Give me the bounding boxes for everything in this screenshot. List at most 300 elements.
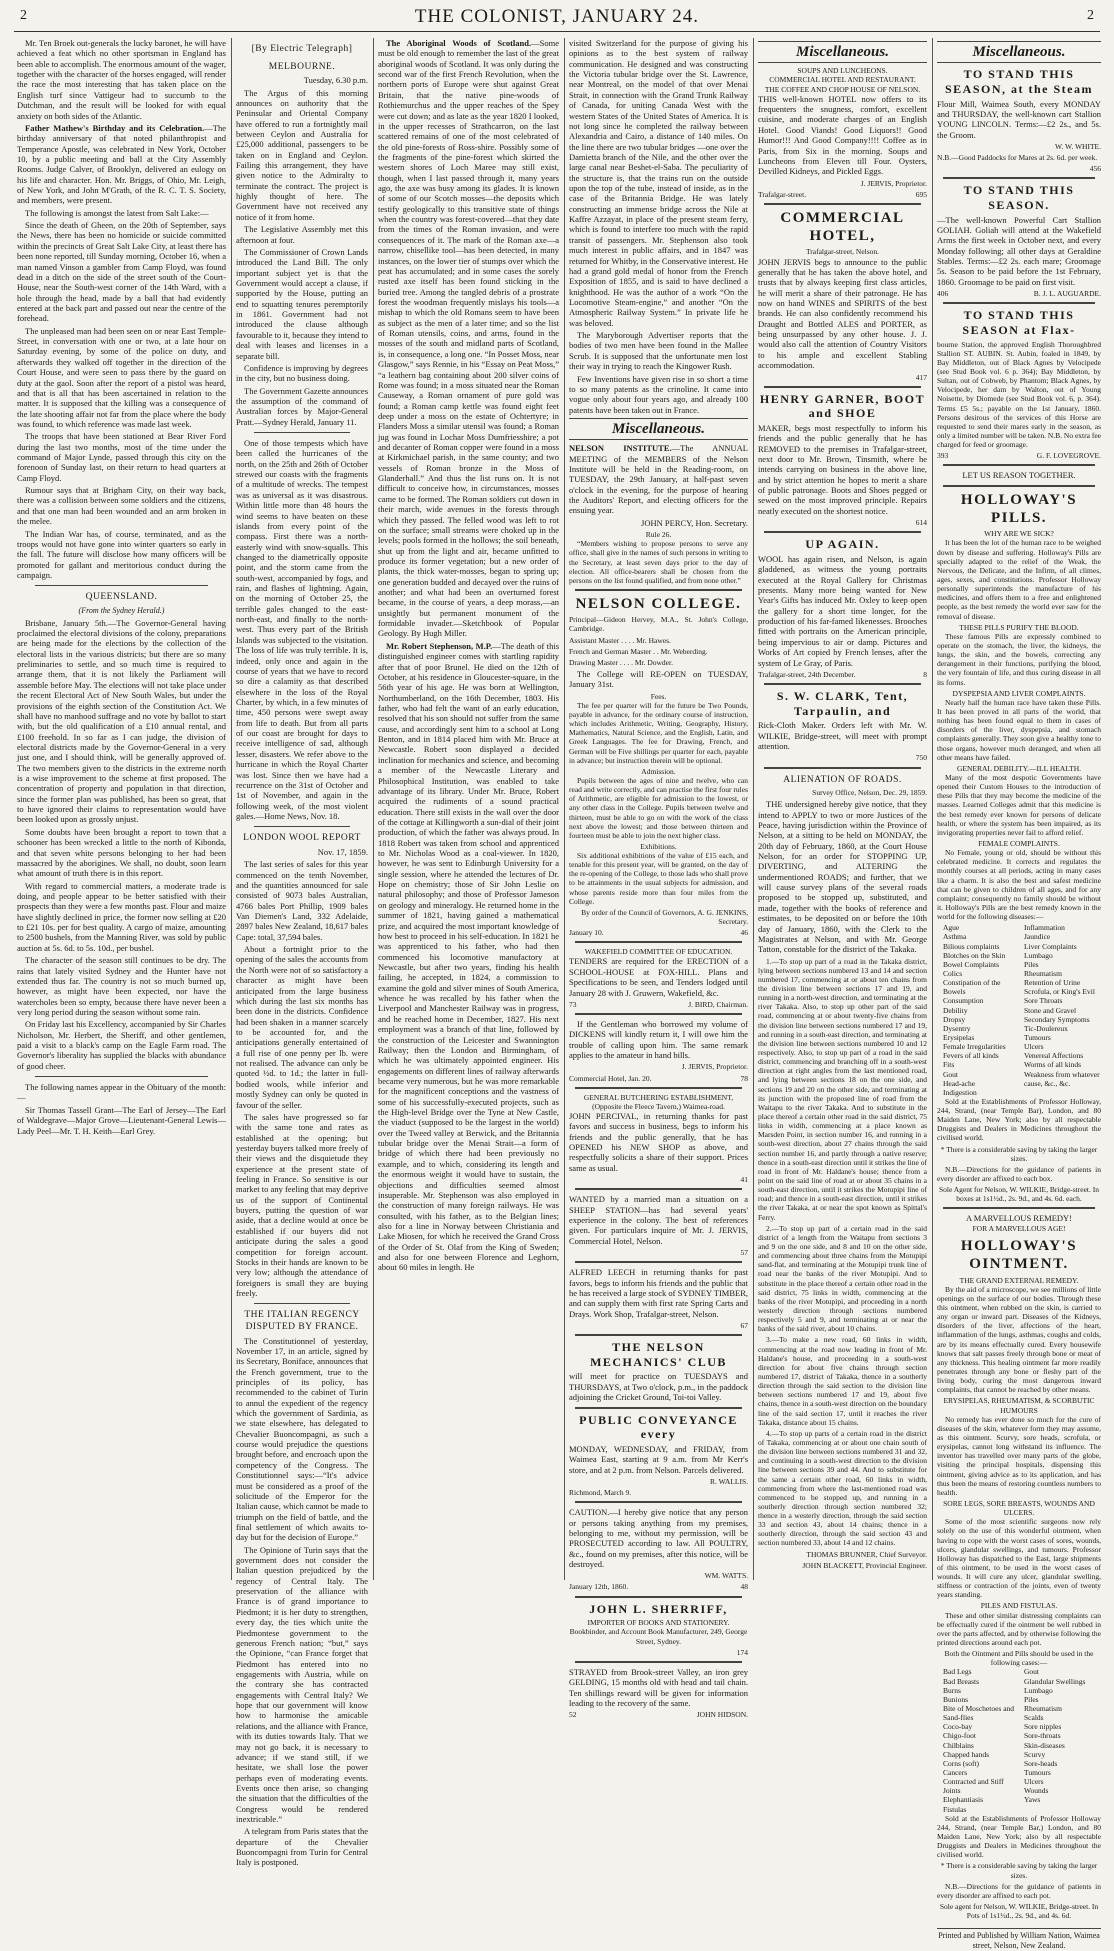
advert-note: N.B.—Directions for the guidance of patients in every disorder are affixed to each pot.	[937, 1881, 1101, 1900]
ailment-item: Piles	[1024, 959, 1039, 969]
advert-body: JOHN JERVIS begs to announce to the public generally that he has taken the above hotel, and trusts that by always keeping first class articles, he will merit a share of their patronage. He has now on hand WINES and SPIRITS of the best brands. He can also confidently recommend his Draught and Bottled ALES and PORTER, as being unsurpassed by any other house. J. J. would also call the attention of Country Visitors to his ample and excellent Stabling accommodation.	[758, 256, 927, 371]
advert-number: 695	[915, 189, 927, 199]
advert-body: WANTED by a married man a situation on a SHEEP STATION—has had several years' experience in the colony. The best of references given. For particulars inquire of Mr. J. JERVIS, Commercial Hotel, Nelson.	[569, 1194, 748, 1246]
subheading: Admission.	[641, 766, 676, 776]
article-paragraph	[378, 38, 559, 639]
advert-wanted	[569, 1194, 748, 1257]
advert-footer	[758, 670, 927, 679]
advert-title: COMMERCIAL HOTEL,	[780, 209, 905, 245]
advert-paragraph: No Female, young or old, should be without this celebrated medicine. It corrects and regulates the monthly courses at all periods, acting in many cases like a charm. It is also the best and safest medicine that can be given to children of all ages, and for any complaint; consequently no family should be without it. Holloway's Pills are the best remedy known in the world for the following diseases:—	[937, 848, 1101, 922]
article-paragraph: Rumour says that at Brigham City, on their way back, there was a collision between some soldiers and the citizens, and that one man had been wounded and an arm broken in the melee.	[17, 485, 226, 527]
miscellaneous-heading: Miscellaneous.	[758, 41, 927, 63]
ailment-item: Worms of all kinds	[1024, 1060, 1082, 1070]
advert-paragraph: Sold at the Establishments of Professor Holloway 244, Strand, (near Temple Bar,) London, and 80 Maiden Lane, New York; also by all respectable Druggists and Dealers in Medicines throughout the civilised world.	[937, 1813, 1101, 1860]
ailment-item: Asthma	[943, 932, 967, 942]
advert-st-aubin	[937, 308, 1101, 460]
divider	[943, 485, 1095, 487]
printer-imprint: Printed and Published by William Nation, Waimea street, Nelson, New Zealand.	[937, 1928, 1101, 1951]
advert-nelson-institute	[569, 443, 748, 585]
ailment-item: Rheumatism	[1024, 968, 1062, 978]
advert-body: CAUTION.—I hereby give notice that any person or persons taking anything from my premises, belonging to me, without my permission, will be PROSECUTED according to law. All POULTRY, &c., found on my premises, after this notice, will be destroyed.	[569, 1507, 748, 1569]
advert-number: 57	[740, 1248, 748, 1258]
advert-body: will meet for practice on TUESDAYS and THURSDAYS, at Two o'clock, p.m., in the paddock adjoining the Cricket Ground, Toi-toi Valley.	[569, 1371, 748, 1403]
advert-note: * There is a considerable saving by taking the larger sizes.	[940, 1144, 1098, 1163]
advert-place: Trafalgar-street.	[758, 189, 807, 199]
ailment-item: Gout	[1024, 1667, 1039, 1677]
advert-title: PUBLIC CONVEYANCE every	[579, 1412, 738, 1442]
divider	[575, 1501, 742, 1503]
ailment-item: Dropsy	[943, 1014, 966, 1024]
advert-footer	[569, 1074, 748, 1083]
advert-text	[569, 443, 748, 516]
advert-footer	[758, 190, 927, 199]
advert-number: 41	[740, 1175, 748, 1185]
ailment-item: Coco-bay	[943, 1722, 973, 1732]
column-rule	[231, 38, 232, 1580]
ailment-item: Rheumatism	[1024, 1704, 1062, 1714]
article-paragraph: Brisbane, January 5th.—The Governor-General having proclaimed the electoral divisions of the colony, preparations are being made for the elections by the collection of the electoral lists in the various districts; but there are so many preliminaries to settle, and so much time is required to arrange them, that it is not likely the Parliament will assemble before May. The elections will not take place under the recent Electoral Act of New South Wales, but under the provisions of the eighth section of the Constitution Act. We shall have no manhood suffrage and no vote by ballot to start with, but the old qualification of a £10 annual rental, and £100 freehold. In so far as I can judge, the division of electoral districts made by the Governor-General in a very just one, and I should think, will be generally approved of. The two members given to the districts in the extreme north is a wise improvement to the scheme at first proposed. The concentration of property and population in that direction, since the former plan was published, has been so great, that to have ignored their claims to representation would have been looked upon as grossly unjust.	[17, 617, 226, 825]
divider	[575, 1596, 742, 1598]
ailment-item: Contracted and Stiff Joints	[943, 1777, 1004, 1796]
article-paragraph: The Opinione of Turin says that the government does not consider the Italian question prejudiced by the regency of Central Italy. The preservation of the alliance with France is of grand importance to Piedmont; it is her duty to strengthen, every day, the ties which unite the Piedmontese government to the generous French nation; “but,” says the Opinione, “can France forget that Piedmont has entered into no engagements with Austria, while on the contrary she has contracted engagements with Central Italy? We hope that our government will know how to harmonise the amicable relations, and the alliance with France, with its duties towards Italy. That we may not go back, it is necessary to advance; if we stand still, if we hesitate, we shall lose the power perhaps even of moderating events. Events once then arise, so changing the situation that the difficulties of the Congress would be rendered inextricable.”	[236, 1544, 368, 1825]
advert-signature: J. JERVIS, Proprietor.	[681, 1062, 748, 1072]
article-text: —The death of this distinguished engineer comes with startling rapidity after that of poor Brunel. He died on the 12th of October, at his residence in Gloucester-square, in the 56th year of his age. He was born at Wellington, Northumberland, on the 16th December, 1803. His father, who had felt the want of an early education, resolved that his son should not suffer from the same cause, and accordingly sent him to a school at Long Benton, and in 1814 placed him with Mr. Bruce at Newcastle. Robert soon displayed a decided inclination for mechanics and science, and becoming a member of the Newcastle Literary and Philosophical Institution, was enabled to take advantage of its library. Under Mr. Bruce, Robert acquired the rudiments of a sound practical education. There still exists in the wall over the door of the cottage at Killingworth a sun-dial of their joint production, of which the father was always proud. In 1818 Robert was taken from school and apprenticed to Mr. Nicholas Wood as a coal-viewer. In 1820, however, he was sent to Edinburgh University for a single session, where he attended the lectures of Dr. Hope on chemistry; those of Sir John Leslie on natural philosophy; and those of Professor Jameson on geology and mineralogy. He returned home in the summer of 1821, having gained a mathematical prize, and acquired the most important knowledge of how best to proceed in his self-education. In 1821 he was apprenticed to his father, who had then commenced his locomotive manufactory at Newcastle, but after two years, finding his health failing, he accepted, in 1824, a commission to examine the gold and silver mines of South America, whence he was recalled by his father when the Liverpool and Manchester Railway was in progress, and he reached home in December, 1827. His next employment was a branch of that line, followed by the construction of the Leicester and Swannington Railway; then the London and Birmingham, of which he was ultimately appointed engineer. His engagements on different lines of railway afterwards became very numerous, but he was more remarkable for the magnificent conceptions and the vastness of some of his successfully-executed projects, such as the High-level Bridge over the Tyne at New Castle, the viaduct (supposed to be the largest in the world) over the Tweed valley at Berwick, and the Britannia tubular bridge over the Menai Strait—a form of bridge of which there had been previously no example, and to which, considering its length and the enormous weight it would have to sustain, the objections and difficulties seemed almost insuperable. Mr. Stephenson was also employed in the construction of many foreign railways. He was consulted, with his father, as to the Belgian lines; also for a line in Norway between Christiania and Lake Miosen, for which he received the Grand Cross of the Order of St. Olaf from the King of Sweden; and also for one between Florence and Leghorn, about 60 miles in length. He	[378, 640, 559, 1273]
ailment-item: Scurvy	[1024, 1749, 1046, 1759]
article-paragraph: The sales have progressed so far with the same tone and rates as established at the opening; but yesterday buyers talked more freely of their views and the disquietude they experience at the present state of feeling in France. So sensitive is our market to any feeling that may deprive us of the support of Continental buyers, putting the question of war aside, that a decline would at once be established if our buyers did not anticipate during the sales a good competition for foreign account. Stocks in their hands are known to be very low; although the attendance of foreigners is small they are buying freely.	[236, 1111, 368, 1298]
advert-signature: R. WALLIS.	[710, 1476, 748, 1486]
ailment-item: Indigestion	[943, 1087, 977, 1097]
advert-footer	[569, 1000, 748, 1009]
article-paragraph: A telegram from Paris states that the departure of the Chevalier Buoncompagni from Turin for Central Italy is postponed.	[236, 1826, 368, 1868]
notice-signature: THOMAS BRUNNER, Chief Surveyor.	[806, 1549, 927, 1559]
article-paragraph: Sir Thomas Tassell Grant—The Earl of Jersey—The Earl of Waldegrave—Major Grove—Lieutenant-General Lewis—Lady Peel—Mr. T. H. Keith—Earl Grey.	[17, 1104, 226, 1136]
advert-number: 174	[736, 1647, 748, 1657]
ailment-list	[937, 1667, 1101, 1813]
advert-young-lincoln	[937, 67, 1101, 173]
advert-footer	[569, 1710, 748, 1719]
divider	[943, 177, 1095, 179]
notice-paragraph: 3.—To make a new road, 60 links in width, commencing at the road now leading in front of Mr. Haldane's house, and proceeding in a south-west direction for about five chains through section numbered 17, district of Takaka, thence in a southerly direction through the said section to the division line between sections numbered 17 and 19, about five chains, thence in a south-west direction on the boundary line of the said section 17, until it reaches the river Takaka, distance about 15 chains.	[758, 1335, 927, 1427]
column-rule	[753, 38, 754, 1580]
ailment-item: Erysipelas	[943, 1032, 975, 1042]
advert-subtitle: (Opposite the Fleece Tavern,) Waimea-road.	[592, 1101, 725, 1111]
article-paragraph: The unpleased man had been seen on or near East Temple-Street, in conversation with one or two, at a late hour on Saturday evening, by some of the police on duty, and afterwards they walked off together in the direction of the Court House, and were seen to pass there by the guard on duty at the gaol. Soon after the report of a pistol was heard, and that is all that has been ascertained in relation to the matter. It is supposed that the killing was a consequence of the late shooting affair not far from the place where the body was found, to which reference was made last week.	[17, 325, 226, 429]
advert-agent: Sole Agent for Nelson, W. WILKIE, Bridge-street. In boxes at 1s1½d., 2s. 9d., and 4s. 6d. each.	[938, 1185, 1100, 1204]
notice-title: ALIENATION OF ROADS.	[783, 774, 902, 785]
advert-subheading: ERYSIPELAS, RHEUMATISM, & SCORBUTIC HUMOURS	[943, 1396, 1095, 1415]
ailment-item: Consumption	[943, 996, 984, 1006]
ailment-item: Sore nipples	[1024, 1722, 1062, 1732]
advert-number: 393	[937, 451, 949, 461]
college-admission: Pupils between the ages of nine and twelve, who can read and write correctly, and can practise the first four rules of Arithmetic, are eligible for admission to the lowest, or any other class in the College. Pupils between twelve and thirteen, must be able to go on with the work of the class next above the lowest; and those between thirteen and fourteen must be able to join the next higher class.	[569, 775, 748, 840]
advert-title: TO STAND THIS SEASON at Flax-	[962, 308, 1076, 337]
advert-title: HOLLOWAY'S PILLS.	[960, 491, 1078, 527]
ailment-item: Dysentry	[943, 1023, 971, 1033]
advert-title: HENRY GARNER, BOOT and SHOE	[759, 391, 926, 421]
advert-body: THIS well-known HOTEL now offers to its frequenters the snugness, comfort, excellent cuisine, and moderate charges of an English Hotel. Good Viands! Good Liquors!! Good Humor!!! And Good Company!!!! Coffee as in Paris, from Six in the morning. Soups and Luncheons from Eleven till Four. Oysters, Devilled Kidneys, and Pickled Eggs.	[758, 93, 927, 177]
divider	[254, 432, 350, 433]
advert-signature: J. JERVIS, Proprietor.	[860, 178, 927, 188]
advert-place: Richmond, March 9.	[569, 1488, 632, 1498]
advert-paragraph: Sold at the Establishments of Professor Holloway, 244, Strand, (near Temple Bar), London, and 80 Maiden Lane, New York; also by all respectable Druggists and Dealers in Medicines throughout the civilised world.	[937, 1096, 1101, 1143]
advert-number: 750	[915, 753, 927, 763]
ailment-item: Bad Breasts	[943, 1676, 980, 1686]
advert-number: 417	[915, 372, 927, 382]
divider	[764, 767, 921, 769]
notice-signature: JOHN BLACKETT, Provincial Engineer.	[802, 1560, 927, 1570]
ailment-item: Yaws	[1024, 1795, 1041, 1805]
advert-signature: JOHN HIDSON.	[696, 1710, 748, 1720]
advert-butchering	[569, 1093, 748, 1185]
article-paragraph: The following names appear in the Obituary of the month:—	[17, 1082, 226, 1103]
advert-subheading: THESE PILLS PURIFY THE BLOOD.	[959, 622, 1079, 632]
advert-agent: Sole agent for Nelson, W. WILKIE, Bridge-street. In Pots of 1s1½d., 2s. 9d., and 4s. 6d.	[939, 1901, 1099, 1921]
article-paragraph: One of those tempests which have been called the hurricanes of the north, on the 25th and 26th of October strewed our coasts with the fragments of a multitude of wrecks. The tempest was as universal as it was disastrous. Within little more than 48 hours the wind seems to have beaten on these islands from every point of the compass. First there was a north-easterly wind with snow-squalls. This changed to the diametrically opposite point, and the storm came from the south-west, accompanied by fogs, and rain, and flashes of lightning. Again, on the morning of October 25, the terrible gales changed to the east-north-east, and finally to the north-west. Thus every part of the British Islands was subjected to the visitation. The loss of life was truly terrible. It is, indeed, only once and again in the course of years that we have to record so dire a calamity as that described elsewhere in the loss of the Royal Charter, by which, in a few minutes of time, 450 persons were swept away from life to death. But from all parts of our coast are brought for days to receive intelligence of sad, although lesser, disasters. We refer above to the hurricane in which the Royal Charter was lost. Since then we have had a recurrence on the 31st of October and 1st of November, and again in the following week, of the most violent gales.—Home News, Nov. 18.	[236, 438, 368, 821]
advert-tagline: A MARVELLOUS REMEDY!	[965, 1213, 1073, 1224]
column-1	[14, 38, 229, 1580]
ailment-item: Scalds	[1024, 1713, 1044, 1723]
advert-paragraph: Nearly half the human race have taken these Pills. It has been proved in all parts of the world, that nothing has been found equal to them in cases of disorders of the liver, dyspepsia, and stomach complaints generally. They soon give a healthy tone to those organs, however much deranged, and when all other means have failed.	[937, 697, 1101, 762]
divider	[943, 464, 1095, 466]
ailment-item: Fits	[943, 1060, 955, 1070]
column-5	[755, 38, 930, 1580]
advert-title: SOUPS AND LUNCHEONS.	[797, 66, 888, 76]
ailment-item: Burns	[943, 1685, 961, 1695]
advert-number: 614	[915, 518, 927, 528]
advert-holloway-ointment	[937, 1213, 1101, 1920]
telegraph-time: Tuesday, 6.30 p.m.	[303, 75, 368, 86]
ailment-item: Liver Complaints	[1024, 941, 1077, 951]
advert-subheading: DYSPEPSIA AND LIVER COMPLAINTS.	[952, 688, 1086, 698]
ailment-item: Female Irregularities	[943, 1042, 1006, 1052]
ailment-item: Bilious complaints	[943, 941, 1000, 951]
article-paragraph: With regard to commercial matters, a moderate trade is doing, and people appear to be better satisfied with their prospects than they were a few months past. Flour and maize have slightly declined in price, the former now selling at £20 to £21 10s. per for best quality. A cargo of maize, amounting to 2500 bushels, from the Manning River, was sold by public auction at 5s. 6d. to 5s. 10d., per bushel.	[17, 880, 226, 953]
ailment-item: Fistulas	[943, 1804, 967, 1814]
advert-signature: JOHN PERCY, Hon. Secretary.	[641, 517, 748, 528]
advert-date: January 12th, 1860.	[569, 1582, 629, 1592]
notice-paragraph: 2.—To stop up part of a certain road in the said district of a length from the Waitapu from sections 3 and 9 on the one side, and 8 and 10 on the other side, and commencing about three chains from the Motupipi sand-flat, and terminating at the Motupipi trunk line of road near the banks of the river Motupipi. And to substitute in the place thereof a certain other road in the said district, 75 links in width, commencing at the banks of the river Motupipi, and proceeding in a north westerly direction through sections numbered respectively 5 and 9, and terminating at or near the banks of the said river, about 10 chains.	[758, 1223, 927, 1334]
divider	[575, 1407, 742, 1409]
rule-heading: Rule 26.	[645, 530, 672, 540]
advert-signature: J. BIRD, Chairman.	[688, 999, 748, 1009]
ailment-item: Glandular Swellings	[1024, 1676, 1086, 1686]
college-exhibitions: Six additional exhibitions of the value of £15 each, and tenable for this present year, will be granted, on the day of the re-opening of the College, to those lads who shall prove to be attainments in the usual subjects for admission, and whose parents reside more than four miles from the College.	[569, 851, 748, 906]
article-paragraph: The Legislative Assembly met this afternoon at four.	[236, 224, 368, 245]
divider	[575, 1087, 742, 1089]
ailment-item: Wounds	[1024, 1786, 1049, 1796]
article-paragraph: Confidence is improving by degrees in the city, but no business doing.	[236, 362, 368, 384]
advert-body: —The well-known Powerful Cart Stallion GOLIAH. Goliah will attend at the Wakefield Arms the first week in October next, and every Monday following; all other days at Geraldine Stables. Terms:—£2 2s. each mare; Groomage 5s. Season to be paid before the 1st February, 1860. Groomage to be paid on first visit.	[937, 214, 1101, 287]
advert-body: IMPORTER OF BOOKS AND STATIONERY. Bookbinder, and Account Book Manufacturer, 249, George Street, Sydney.	[569, 1618, 748, 1646]
divider	[764, 683, 921, 685]
article-text: —The birthday anniversary of that noted philanthropist and Temperance Apostle, was celebrated in New York, October 10, by a public meeting and ball at the City Assembly Rooms. Judge Calver, of Brooklyn, delivered an eulogy on his life and character. Hon. Mr. Briggs, of Ohio, Mr. Leigh, of New York, and John M'Grath, of the R. C. T. S. Society, and members, were present.	[17, 122, 226, 206]
telegraph-city: MELBOURNE.	[268, 61, 336, 72]
ailment-item: Debility	[943, 1005, 968, 1015]
article-lead: Father Mathew's Birthday and its Celebration.	[25, 122, 205, 133]
divider	[764, 531, 921, 533]
ailment-item: Venereal Affections	[1024, 1051, 1084, 1061]
ailment-item: Ulcers	[1024, 1777, 1044, 1787]
advert-place: Commercial Hotel, Jan. 20.	[569, 1073, 652, 1083]
advert-number: 78	[740, 1073, 748, 1083]
advert-title: HOLLOWAY'S OINTMENT.	[960, 1237, 1078, 1273]
ailment-item: Weakness from whatever cause, &c., &c.	[1024, 1069, 1100, 1088]
advert-subheading: FEMALE COMPLAINTS.	[978, 838, 1060, 848]
article-paragraph: On Friday last his Excellency, accompanied by Sir Charles Nicholson, Mr. Herbert, the Sheriff, and other gentlemen, paid a visit to a black's camp on the Eagle Farm road. The Governor's liberality has supplied the blacks with abundance of good cheer.	[17, 1019, 226, 1071]
advert-note: * There is a considerable saving by taking the larger sizes.	[940, 1861, 1098, 1880]
article-paragraph: Since the death of Gheen, on the 20th of September, says the News, there has been no homicide or suicide committed within the precincts of Great Salt Lake City, at least there has been none reported, till Sunday morning, October 16, when a man named Vinson a gambler from Camp Floyd, was found dead in a ditch on the side of the street south of the Court-House, near the South-west corner of the 14th Ward, with a hole through the head, made by a ball that had evidently entered at the back part and passed out near the centre of the forehead.	[17, 220, 226, 324]
advert-up-again	[758, 537, 927, 679]
article-text: —Some must be old enough to remember the last of the great aboriginal woods of Scotland. It was only during the second war of the first French Revolution, when the northern ports of Europe were shut against Great Britain, that the native pine-woods of Rothiemurchus and the upper reaches of the Spey were cut down; and as late as the year 1820 I looked, in the upper recesses of Strathcarron, on the last scattered remains of one of the most celebrated of the old pine-forests of Ross-shire. Possibly some of the fragments of the pine-forest which skirted the western shores of Loch Maree may still exist, though, when I last passed through it, many years ago, the axe was busy among its glades. It is known of some of our Scotch mosses—the deposits which testify geologically to this transitive state of things when the country was forest-covered—that they date from the times of the Roman invasion, and were consequences of it. The mark of the Roman axe—a narrow, chisellike tool—has been detected, in many instances, on the lower tier of stumps over which the peat has accumulated; and in some cases the sorely rusted axe itself has been found sticking in the buried tree. Among the tangled debris of a prostrate forest the woodman frequently mislays his tools—a mishap to which the old Romans seem to have been as subject as the men of a later time; and so the list of Roman utensils, coins, and arms, found in the mosses of the south and midland parts of Scotland, is, in consequence, a long one. “In Posset Moss, near Glasgow,” says Rennie, in his “Essay on Peat Moss,” “a leathern bag containing about 200 silver coins of Rome was found; in a moss situated near the Roman Causeway, a Roman ornament of pure gold was found; a Roman camp kettle was found eight feet deep under a moss on the estate of Ochtertyre; in Flanders Moss a similar utensil was found; a Roman jug was found in Lochar Moss Dumfriesshire; a pot and decanter of Roman copper were found in a moss at Kirkmichael parish, in the same county; and two vessels of Roman bronze in the Moss of Glanderhall.” And thus the list runs on. It is not difficult to conceive how, in circumstances, mosses came to be formed. The Roman soldiers cut down in their march, wide avenues in the forests through which they passed. The felled wood was left to rot on the surface; small streams were choked up in the levels; pools formed in the hollows; the soil beneath, shut up from the light and air, became unfitted to produce its former vegetation; but a new order of plants, the thick water-mosses, began to spring up; one generation budded and decayed over the ruins of another; and what had been an overturned forest became, in the course of years, a deep morass,—an unsightly but permanent monument of the formidable invader.—Sketchbook of Popular Geology. By Hugh Miller.	[378, 38, 559, 639]
ailment-item: Jaundice	[1024, 932, 1051, 942]
advert-subheading: WHY ARE WE SICK?	[984, 529, 1054, 539]
section-heading: QUEENSLAND.	[85, 592, 158, 603]
advert-paragraph: Some of the most scientific surgeons now rely solely on the use of this wonderful ointment, when having to cope with the worst cases of sores, wounds, ulcers, glandular swellings, and tumours. Professor Holloway has dispatched to the East, large shipments of this ointment, to be used in the worst cases of wounds. It will cure any ulcer, glandular swelling, stiffness or contraction of the joints, even of twenty years standing.	[937, 1517, 1101, 1600]
college-reopen: The College will RE-OPEN on TUESDAY, January 31st.	[569, 668, 748, 690]
article-paragraph: visited Switzerland for the purpose of giving his opinions as to the best system of railway communication. He designed and was constructing the Victoria tubular bridge over the St. Lawrence, near Montreal, on the model of that over Menai Strait, in connection with the Grand Trunk Railway of Canada, for uniting Canada West with the western States of the United States of America. It is not long since he completed the railway between Alexandria and Cairo, a distance of 140 miles. On the line there are two tubular bridges —one over the Damietta branch of the Nile, and the other over the large canal near Beshet-el-Saba. The peculiarity of the structure is, that the trains run on the outside upon the top of the tube, instead of inside, as in the case of the Britannia Bridge. He was lately constructing an immense bridge across the Nile at Kaffre Azzayat, in place of the present steam ferry, which is found to interfere too much with the rapid transit of passengers. Mr. Stephenson also took much interest in public affairs, and in 1847 was returned for Whitby, in the Conservative interest. He had a grand gold medal of honor from the French Exposition of 1855, and is said to have declined a knighthood. He was the author of a work “On the Locomotive Steam-engine,” and another “On the Atmospheric Railway System.” In private life he was beloved.	[569, 38, 748, 328]
column-3	[375, 38, 562, 1580]
advert-sherriff	[569, 1602, 748, 1657]
divider	[575, 1661, 742, 1663]
ailment-item: Sore-heads	[1024, 1758, 1058, 1768]
college-staff: Assistant Master . . . . Mr. Hawes.	[569, 635, 671, 645]
advert-body: —The ANNUAL MEETING of the MEMBERS of the Nelson Institute will be held in the Reading-room, on TUESDAY, the 29th January, at half-past seven o'clock in the evening, for the purpose of hearing the Auditors' Report, and electing officers for the ensuing year.	[569, 443, 748, 516]
ailment-item: Blotches on the Skin	[943, 950, 1006, 960]
advert-public-conveyance	[569, 1413, 748, 1498]
ailment-item: Tumours	[1024, 1768, 1051, 1778]
advert-footer	[569, 928, 748, 937]
advert-goliah	[937, 183, 1101, 298]
advert-garner	[758, 392, 927, 528]
ailment-item: Lumbago	[1024, 1685, 1053, 1695]
advert-subheading: SORE LEGS, SORE BREASTS, WOUNDS AND ULCERS.	[943, 1498, 1095, 1518]
telegraph-heading: [By Electric Telegraph]	[251, 44, 353, 54]
notice-paragraph: 1.—To stop up part of a road in the Takaka district, lying between sections numbered 13 and 14 and section numbered 17, commencing at or about ten chains from the division line between sections 17 and 19, and running in a north-west direction, and terminating at the river Takaka. Also, to stop up other part of the said road, commencing at or about twenty-five chains from the division line between sections numbered 17 and 19, and running in a south-east direction, and terminating at the division line between sections numbered 10 and 12 respectively. Also, to stop up part of a road in the said district, commencing and branching off in a south-west direction at right angles from the last mentioned road, and lying between sections 18 on the one side, and sections 19 and 20 on the other side, and terminating at its junction with the proposed line of road from the Waitapu to the river Takaka. And to substitute in the place thereof a certain other road in the said district, 75 links in width, commencing at a place known as Marsden Point, in section number 16, and running in a south-west direction, about 27 chains through the said section number 16, and partly through a native reserve; thence in a south-east direction until it strikes the line of road in front of Mr. Haldane's house; thence from a point on the said line of road at or about 35 chains in a south-east direction, until it strikes the Motupipi line of road; and thence in a south-east direction, until it strikes the river Takaka, at or near the spot known as Spittal's Ferry.	[758, 956, 927, 1222]
advert-number: 67	[740, 1321, 748, 1331]
article-paragraph: The character of the season still continues to be dry. The rains that lately visited Sydney and the Hunter have not extended thus far. The country is not so much burned up, however, as might have been expected, nor have the watercholes been so empty, because there have never been a very long period during the season without some rain.	[17, 955, 226, 1017]
advert-subtitle: THE COFFEE AND CHOP HOUSE OF NELSON.	[764, 84, 921, 94]
section-heading: THE ITALIAN REGENCY DISPUTED BY FRANCE.	[244, 1310, 360, 1332]
divider	[575, 1013, 742, 1015]
ailment-item: Chapped hands	[943, 1749, 990, 1759]
miscellaneous-heading: Miscellaneous.	[937, 41, 1101, 63]
ailment-item: Scrofula, or King's Evil	[1024, 987, 1095, 997]
report-date: Nov. 17, 1859.	[317, 846, 368, 857]
advert-title: TO STAND THIS SEASON, at the Steam	[944, 67, 1093, 96]
advert-number: 8	[923, 669, 927, 679]
advert-title: WAKEFIELD COMMITTEE OF EDUCATION.	[584, 947, 733, 957]
advert-subheading: PILES AND FISTULAS.	[980, 1601, 1058, 1611]
advert-note: N.B.—Directions for the guidance of patients in every disorder are affixed to each box.	[937, 1164, 1101, 1184]
advert-number: 73	[569, 999, 577, 1009]
ailment-item: Bowel Complaints	[943, 959, 1000, 969]
advert-signature: By order of the Council of Governors, A. G. JENKINS, Secretary.	[581, 907, 748, 927]
divider	[575, 1188, 742, 1190]
advert-body: MONDAY, WEDNESDAY, and FRIDAY, from Waimea East, starting at 9 a.m. from Mr Kerr's store, and at 2 p.m. from Nelson. Parcels delivered.	[569, 1443, 748, 1475]
advert-paragraph: It has been the lot of the human race to be weighed down by disease and suffering. Holloway's Pills are specially adapted to the relief of the Weak, the Nervous, the Delicate, and the Infirm, of all climes, ages, sexes, and constitutions. Professor Holloway personally superintends the manufacture of his medicines, and offers them to a free and enlightened people, as the best remedy the world ever saw for the removal of disease.	[937, 538, 1101, 621]
article-lead: The Aboriginal Woods of Scotland.	[386, 38, 532, 48]
college-principal: Principal—Gideon Hervey, M.A., St. John's College, Cambridge.	[569, 615, 748, 634]
ailment-item: Chigo-foot	[943, 1731, 976, 1741]
divider	[943, 1207, 1095, 1209]
ailment-item: Gout	[943, 1069, 958, 1079]
advert-body: Flour Mill, Waimea South, every MONDAY and THURSDAY, the well-known cart Stallion YOUNG LINCOLN. Terms:—£2 2s., and 5s. the Groom.	[937, 98, 1101, 140]
divider	[254, 1303, 350, 1304]
advert-nelson-college	[569, 595, 748, 937]
advert-title: S. W. CLARK, Tent, Tarpaulin, and	[776, 689, 909, 718]
advert-subheading: GENERAL DEBILITY.—ILL HEALTH.	[956, 763, 1081, 773]
subheading: Fees.	[650, 691, 667, 701]
article-paragraph: The Maryborough Advertiser reports that the bodies of two men have been found in the Mallee Scrub. It is supposed that the unfortunate men lost their way in trying to reach the Kingower Rush.	[569, 330, 748, 372]
advert-body: Rick-Cloth Maker. Orders left with Mr. W. WILKIE, Bridge-street, will meet with prompt attention.	[758, 720, 927, 752]
advert-paragraph: Many of the most despotic Governments have opened their Custom Houses to the introduction of these Pills that they may become the medicine of the masses. Learned Colleges admit that this medicine is the best remedy ever known for persons of delicate health, or where the system has been impaired, as its invigorating properties never fail to afford relief.	[937, 773, 1101, 837]
column-rule	[564, 38, 565, 1580]
advert-place: Trafalgar-street, 24th December.	[758, 669, 856, 679]
article-paragraph: The Indian War has, of course, terminated, and as the troops would not have gone into winter quarters so early in the fall. The future will disclose how many officers will be promoted for gallant and meritorious conduct during the campaign.	[17, 528, 226, 580]
subheading: Exhibitions.	[640, 841, 677, 851]
advert-number: 406	[937, 289, 949, 299]
advert-body: WOOL has again risen, and Nelson, is again gladdened, as witness the young portraits executed at the Royal Gallery for Christmas presents. Many more being wanted for New Year's Gifts has induced Mr. Oxley to keep open the gallery for a short time longer, for the production of his far-famed likenesses. Brooches fitted with portraits on the American principle, being impervious to air or damp. Pictures and Works of Art copied by French lenses, after the system of Le Gray, of Paris.	[758, 553, 927, 668]
ailment-item: Ague	[943, 923, 960, 933]
advert-tagline: LET US REASON TOGETHER.	[962, 470, 1076, 481]
section-heading: LONDON WOOL REPORT	[243, 833, 361, 844]
newspaper-title: THE COLONIST, JANUARY 24.	[414, 6, 700, 27]
ailment-item: Piles	[1024, 1694, 1039, 1704]
article-lead: Mr. Robert Stephenson, M.P.	[386, 640, 493, 651]
ailment-item: Fevers of all kinds	[943, 1051, 999, 1061]
article-paragraph: The Commissioner of Crown Lands introduced the Land Bill. The only important subject yet is that the Government would accept a clause, if supported by the House, putting an end to squatting tenures peremptorily in 1861. Government had not introduced the clause although favourable to it, because they intend to deal with leases and licenses in a separate bill.	[236, 246, 368, 361]
article-paragraph: The Government Gazette announces the assumption of the command of Australian forces by Major-General Pratt.—Sydney Herald, January 11.	[236, 385, 368, 427]
advert-paragraph: No remedy has ever done so much for the cure of diseases of the skin, whatever form they may assume, as this ointment. Scurvy, sore heads, scrofula, or erysipelas, cannot long withstand its influence. The inventor has travelled over many parts of the globe, visiting the principal hospitals, dispensing this ointment, giving advice as to its application, and has thus been the means of restoring countless numbers to health.	[937, 1414, 1101, 1497]
advert-wakefield	[569, 947, 748, 1009]
advert-title: NELSON COLLEGE.	[575, 595, 742, 612]
notice-paragraph: 4.—To stop up parts of a certain road in the district of Takaka, commencing at or about one chain south of the division line between sections numbered 31 and 32, and continuing in a south-west direction to the division line between sections 39 and 44. And to substitute for the same a certain other road, 60 links in width, commencing from where the last-mentioned road was commenced to be stopped up, and running in a southerly direction through section numbered 32; thence in a westerly direction, through the said section 33 and section 43, about 14 chains; thence in a southerly direction, through the said section 43 and section numbered 33, about 14 and 12 chains.	[758, 1428, 927, 1548]
ailment-item: Bunions	[943, 1694, 969, 1704]
page-number-right: 2	[1087, 8, 1094, 23]
notice-paragraph: THE undersigned hereby give notice, that they intend to APPLY to two or more Justices of the Peace, having jurisdiction within the Province of Nelson, at a sitting to be held on MONDAY, the 20th day of February, 1860, at the Court House Nelson, for an order for STOPPING UP, DIVERTING, and ALTERING the undermentioned ROADS; and further, that we will cause survey plans of the several roads proposed to be stopped up, substituted, and made, together with the books of reference and estimates, to be deposited on or before the 10th day of January, 1860, with the Clerk to the Magistrates at Nelson, and with Mr. George Tatton, constable for the district of the Takaka.	[758, 799, 927, 955]
divider	[943, 302, 1095, 304]
ailment-item: Chilblains	[943, 1740, 974, 1750]
advert-signature: B. J. L. AUGUARDE.	[1033, 289, 1101, 299]
article-paragraph: The following is amongst the latest from Salt Lake:—	[25, 207, 209, 218]
advert-body: JOHN PERCIVAL, in returning thanks for past favors and success in business, begs to inform his friends and the public generally, that he has OPENED his NEW SHOP as above, and respectfully solicits a share of their support. Prices same as usual.	[569, 1111, 748, 1173]
advert-paragraph: By the aid of a microscope, we see millions of little openings on the surface of our bodies. Through these this ointment, when rubbed on the skin, is carried to any organ or inward part. Diseases of the Kidneys, disorders of the liver, affections of the heart, inflammation of the lungs, asthmas, coughs and colds, are by its means effectually cured. Every housewife knows that salt passes freely through bone or meat of any thickness. This healing ointment far more readily penetrates through any bone or fleshy part of the living body, curing the most dangerous inward complaints, that cannot be reached by other means.	[937, 1284, 1101, 1395]
ailment-item: Tic-Doulereux	[1024, 1023, 1068, 1033]
divider	[35, 585, 208, 586]
advert-subheading: THE GRAND EXTERNAL REMEDY.	[959, 1275, 1079, 1285]
ailment-item: Sore-throats	[1024, 1731, 1061, 1741]
advert-body: STRAYED from Brook-street Valley, an iron grey GELDING, 15 months old with head and tail chain. Ten shillings reward will be given for information leading to the recovery of the same.	[569, 1666, 748, 1708]
college-staff: French and German Master . . Mr. Weberding.	[569, 646, 708, 656]
column-rule	[373, 38, 374, 1580]
article-paragraph: The Constitutionnel of yesterday, November 17, in an article, signed by its Secretary, Boniface, announces that the French government, true to the principles of its policy, has recommended to the cabinet of Turin to annul the expedient of the regency which the government of Sardinia, as we state elsewhere, has delegated to Chevalier Buoncompagni, as such a course would prejudice the questions brought before, and encroach upon the competency of the Congress. The Constitutionnel says:—“It's advice must be considered as a proof of the solicitude of the Emperor for the Italian cause, which cannot be made to triumph on the field of battle, and the final settlement of which awaits to-day but for the decision of Europe.”	[236, 1335, 368, 1543]
ailment-item: Bad Legs	[943, 1667, 972, 1677]
divider	[764, 386, 921, 388]
ailment-item: Tumours	[1024, 1032, 1051, 1042]
advert-body: MAKER, begs most respectfully to inform his friends and the public generally that he has REMOVED to the premises in Trafalgar-street, next door to Mr. Brown, Tinsmith, where he intends carrying on business in the above line, and by strict attention he hopes to merit a share of public patronage. Boots and Shoes pegged or sewed on the most improved principle. Repairs neatly executed on the shortest notice.	[758, 422, 927, 516]
advert-title: GENERAL BUTCHERING ESTABLISHMENT,	[583, 1092, 734, 1102]
ailment-item: Cancers	[943, 1768, 968, 1778]
advert-strayed	[569, 1667, 748, 1720]
ailment-item: Retention of Urine	[1024, 978, 1081, 988]
divider	[575, 1334, 742, 1336]
ailment-item: Elephantiasis	[943, 1795, 983, 1805]
advert-paragraph: These famous Pills are expressly combined to operate on the stomach, the liver, the kidneys, the lungs, the skin, and the bowels, correcting any derangement in their functions, purifying the blood, the very fountain of life, and thus curing disease in all its forms.	[937, 631, 1101, 687]
college-staff: Drawing Master . . . . Mr. Dowder.	[569, 657, 673, 667]
advert-footer	[937, 451, 1101, 460]
notice-place: Survey Office, Nelson, Dec. 29, 1859.	[812, 788, 927, 798]
divider	[575, 941, 742, 943]
article-paragraph	[378, 641, 559, 1273]
advert-title: UP AGAIN.	[805, 537, 880, 552]
advert-body: TENDERS are required for the ERECTION of a SCHOOL-HOUSE at FOX-HILL. Plans and Specifications to be seen, and Tenders lodged until January 28 with J. Gruwern, Wakefield, &c.	[569, 956, 748, 998]
advert-footer	[569, 1582, 748, 1591]
notice-alienation-of-roads	[758, 775, 927, 1570]
ailment-item: Skin-diseases	[1024, 1740, 1065, 1750]
column-rule	[932, 38, 933, 1580]
advert-signature: WM. WATTS.	[704, 1571, 748, 1581]
miscellaneous-heading: Miscellaneous.	[569, 418, 748, 440]
article-paragraph: The Argus of this morning announces on authority that the Peninsular and Oriental Company have offered to run a fortnightly mail between Ceylon and Australia for £25,000 additional, passengers to be taken on in England and Ceylon. Failing this arrangement, they have given notice to the Admiralty to terminate the contract. The project is highly thought of here. The Government have not received any notice of it from home.	[236, 87, 368, 222]
article-paragraph: Few Inventions have given rise in so short a time to so many patents as the crinoline. It came into vogue only about four years ago, and already 100 patents have been taken out in France.	[569, 373, 748, 415]
advert-mechanics-club	[569, 1340, 748, 1402]
ailment-item: Stone and Gravel	[1024, 1005, 1077, 1015]
divider	[35, 1076, 208, 1077]
ailment-item: Ulcers	[1024, 1042, 1044, 1052]
advert-signature: W. W. WHITE.	[1054, 141, 1101, 151]
ailment-item: Secondary Symptoms	[1024, 1014, 1090, 1024]
ailment-item: Lumbago	[1024, 950, 1053, 960]
advert-subtitle: COMMERCIAL HOTEL AND RESTAURANT.	[769, 75, 916, 85]
advert-number: 52	[569, 1710, 577, 1720]
article-paragraph: About a fortnight prior to the opening of the sales the accounts from the North were not of so satisfactory a character as might have been anticipated from the large business which during the last six months has been done in the districts. Confidence had been shaken in a manner scarcely to be accounted for, and the anticipations generally entertained of a full rise of one penny per lb. were not realised. The advance can only be quoted ½d. to 1d.; the latter in full-bodied wools, while inferior and mostly Sydney can only be quoted in favour of the seller.	[236, 944, 368, 1110]
advert-soups	[758, 66, 927, 199]
divider	[764, 203, 921, 205]
advert-number: 46	[740, 928, 748, 938]
advert-subheading: Both the Ointment and Pills should be used in the following cases:—	[944, 1649, 1094, 1668]
article-paragraph: The last series of sales for this year commenced on the tenth November, and the quantities announced for sale consisted of 9073 bales Australian, 4766 bales Port Phillip, 1909 bales Van Diemen's Land, 332 Adelaide, 2897 bales New Zealand, 18,617 bales Cape: total, 37,594 bales.	[236, 859, 368, 942]
advert-title: JOHN L. SHERRIFF,	[589, 1601, 728, 1616]
advert-number: 456	[1089, 164, 1101, 174]
college-fees: The fee per quarter will for the future be Two Pounds, payable in advance, for the ordinary course of instruction, which includes Arithmetic, Writing, Geography, History, Mathematics, Natural Science, and the English, Latin, and Greek Languages. The fee for Drawing, French, and German will be Five shillings per quarter for each, payable in advance; but instruction therein will be optional.	[569, 700, 748, 765]
ailment-item: Corns (soft)	[943, 1758, 980, 1768]
section-subheading: (From the Sydney Herald.)	[78, 605, 165, 615]
ailment-item: Head-ache	[943, 1078, 976, 1088]
article-paragraph	[17, 123, 226, 206]
advert-commercial-hotel	[758, 209, 927, 382]
article-paragraph: Mr. Ten Broek out-generals the lucky baronet, he will have achieved a feat which no other sportsman in England has been able to accomplish. The enormous amount of the wager, together with the character of the horses engaged, will render the race the most interesting that has taken place on the English turf since Vattigeur had to succumb to the Dutchman, and the result will be looked for with equal anxiety on both sides of the Atlantic.	[17, 38, 226, 121]
advert-title: THE NELSON MECHANICS' CLUB	[590, 1340, 727, 1369]
ailment-item: Constipation of the Bowels	[943, 978, 1001, 997]
column-4	[566, 38, 751, 1720]
ailment-item: Sore Throats	[1024, 996, 1063, 1006]
divider	[254, 826, 350, 827]
ailment-list	[937, 923, 1101, 1097]
divider	[575, 589, 742, 591]
advert-title: NELSON INSTITUTE.	[569, 443, 672, 454]
article-paragraph: Some doubts have been brought a report to town that a schooner has been wrecked a little to the north of Kibonda, and that seven white persons belonging to her had been massacred by the aborigines. We shall, no doubt, soon learn what amount of truth there is in this report.	[17, 826, 226, 879]
advert-holloway-pills	[937, 470, 1101, 1203]
advert-paragraph: These and other similar distressing complaints can be effectually cured if the ointment be well rubbed in over the parts affected, and by otherwise following the printed directions around each pot.	[937, 1610, 1101, 1648]
advert-subtitle: Trafalgar-street, Nelson.	[805, 247, 880, 257]
column-2	[233, 38, 371, 1868]
article-paragraph: The troops that have been stationed at Bear River Ford during the last two months, most of the time under the command of Major Lynde, passed through this city on the forenoon of Sunday last, on their return to head quarters at Camp Floyd.	[17, 431, 226, 483]
advert-caution	[569, 1507, 748, 1591]
advert-borrowed-book	[569, 1019, 748, 1083]
advert-footer	[937, 289, 1101, 298]
advert-note: N.B.—Good Paddocks for Mares at 2s. 6d. per week.	[937, 153, 1098, 163]
advert-clark	[758, 689, 927, 762]
